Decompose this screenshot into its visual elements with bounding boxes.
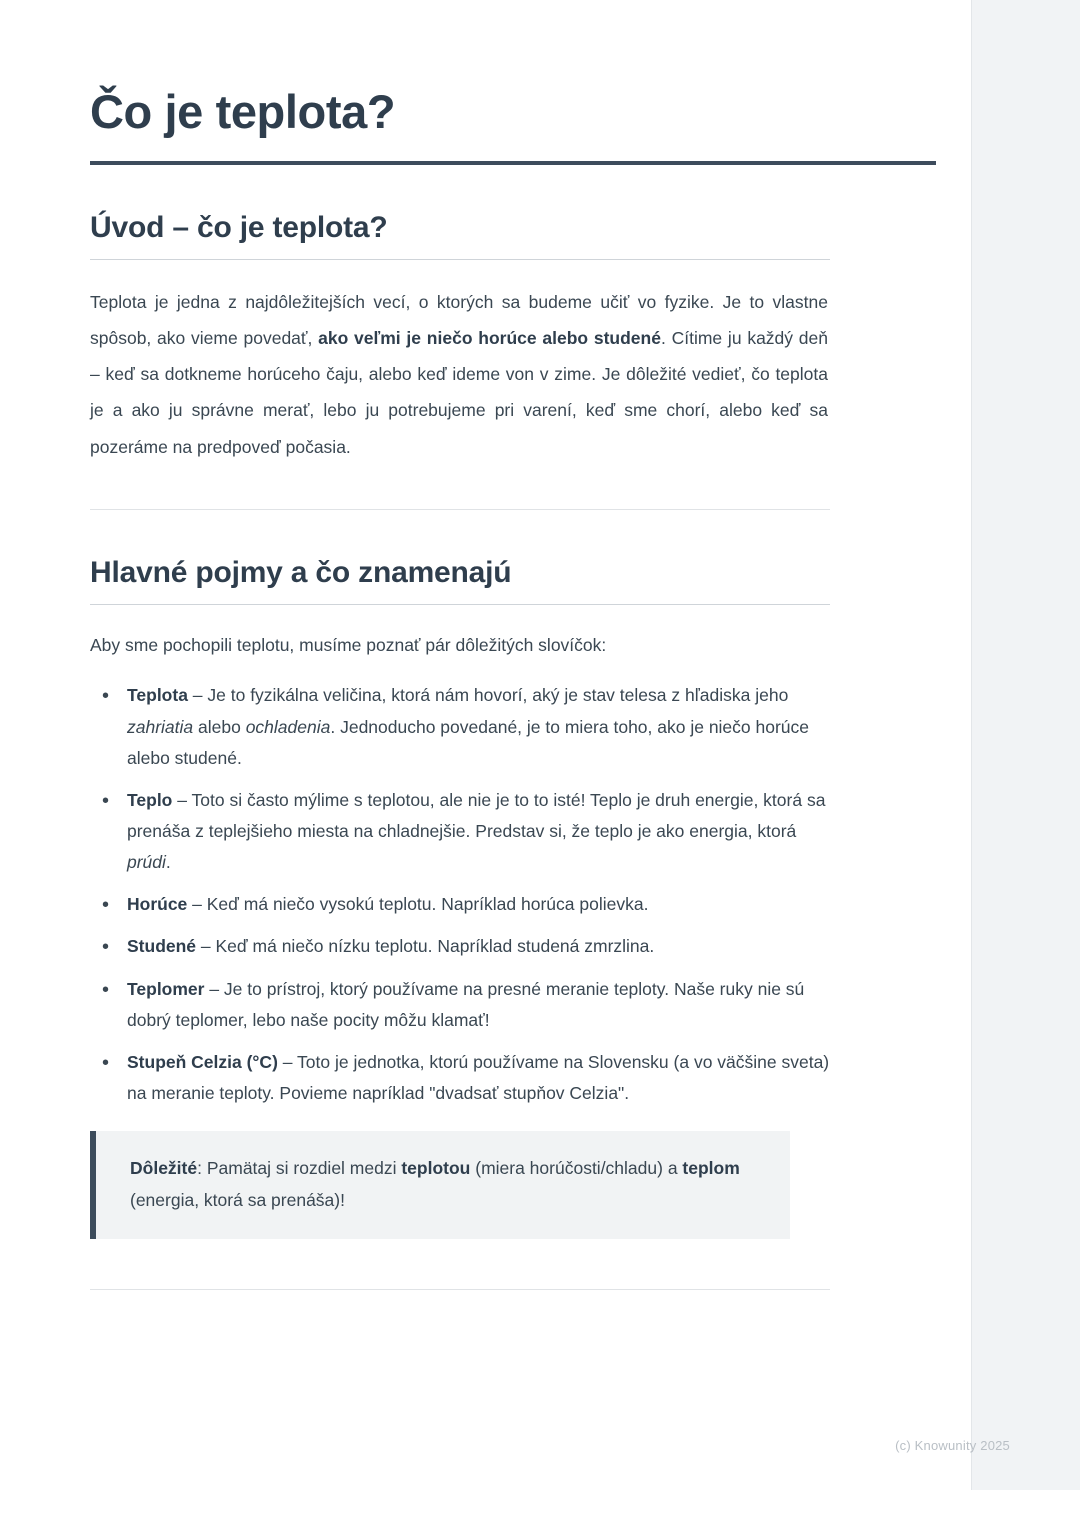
section-divider-intro [90, 259, 830, 260]
important-callout [90, 1131, 790, 1239]
section-heading-intro: Úvod – čo je teplota? [90, 210, 388, 244]
content-divider-2 [90, 1289, 830, 1290]
page-side-gutter [971, 0, 1080, 1490]
terms-lead-text: Aby sme pochopili teplotu, musíme poznať pár dôležitých slovíčok: [90, 634, 607, 655]
document-content [90, 0, 938, 1290]
title-divider [90, 161, 936, 165]
callout-text: Dôležité: Pamätaj si rozdiel medzi teplotou (miera horúčosti/chladu) a teplom (energia, ktorá sa prenáša)! [130, 1158, 740, 1210]
list-item: • Teplomer – Je to prístroj, ktorý používame na presné meranie teploty. Naše ruky nie sú dobrý teplomer, lebo naše pocity môžu klamať! [90, 974, 830, 1036]
section-heading-terms: Hlavné pojmy a čo znamenajú [90, 555, 512, 589]
list-item: • Teplo – Toto si často mýlime s teplotou, ale nie je to to isté! Teplo je druh energie, ktorá sa prenáša z teplejšieho miesta na chladnejšie. Predstav si, že teplo je ako energia, ktorá prúdi. [90, 785, 830, 878]
section-divider-terms [90, 604, 830, 605]
list-item: • Stupeň Celzia (°C) – Toto je jednotka, ktorú používame na Slovensku (a vo väčšine sveta) na meranie teploty. Povieme napríklad "dvadsať stupňov Celzia". [90, 1047, 830, 1109]
intro-paragraph: Teplota je jedna z najdôležitejších vecí, o ktorých sa budeme učiť vo fyzike. Je to vlastne spôsob, ako vieme povedať, ako veľmi je niečo horúce alebo studené. Cítime ju každý deň – keď sa dotkneme horúceho čaju, alebo keď ideme von v zime. Je dôležité vedieť, čo teplota je a ako ju správne merať, lebo ju potrebujeme pri varení, keď sme chorí, alebo keď sa pozeráme na predpoveď počasia. [90, 291, 829, 457]
content-divider-1 [90, 509, 830, 510]
list-item: • Teplota – Je to fyzikálna veličina, ktorá nám hovorí, aký je stav telesa z hľadiska jeho zahriatia alebo ochladenia. Jednoducho povedané, je to miera toho, ako je niečo horúce alebo studené. [90, 680, 830, 773]
list-item: • Horúce – Keď má niečo vysokú teplotu. Napríklad horúca polievka. [90, 889, 830, 920]
list-item: • Studené – Keď má niečo nízku teplotu. Napríklad studená zmrzlina. [90, 931, 830, 962]
footer-credit: (c) Knowunity 2025 [895, 1438, 1010, 1453]
terms-list [90, 680, 830, 1109]
page-title: Čo je teplota? [90, 85, 396, 138]
